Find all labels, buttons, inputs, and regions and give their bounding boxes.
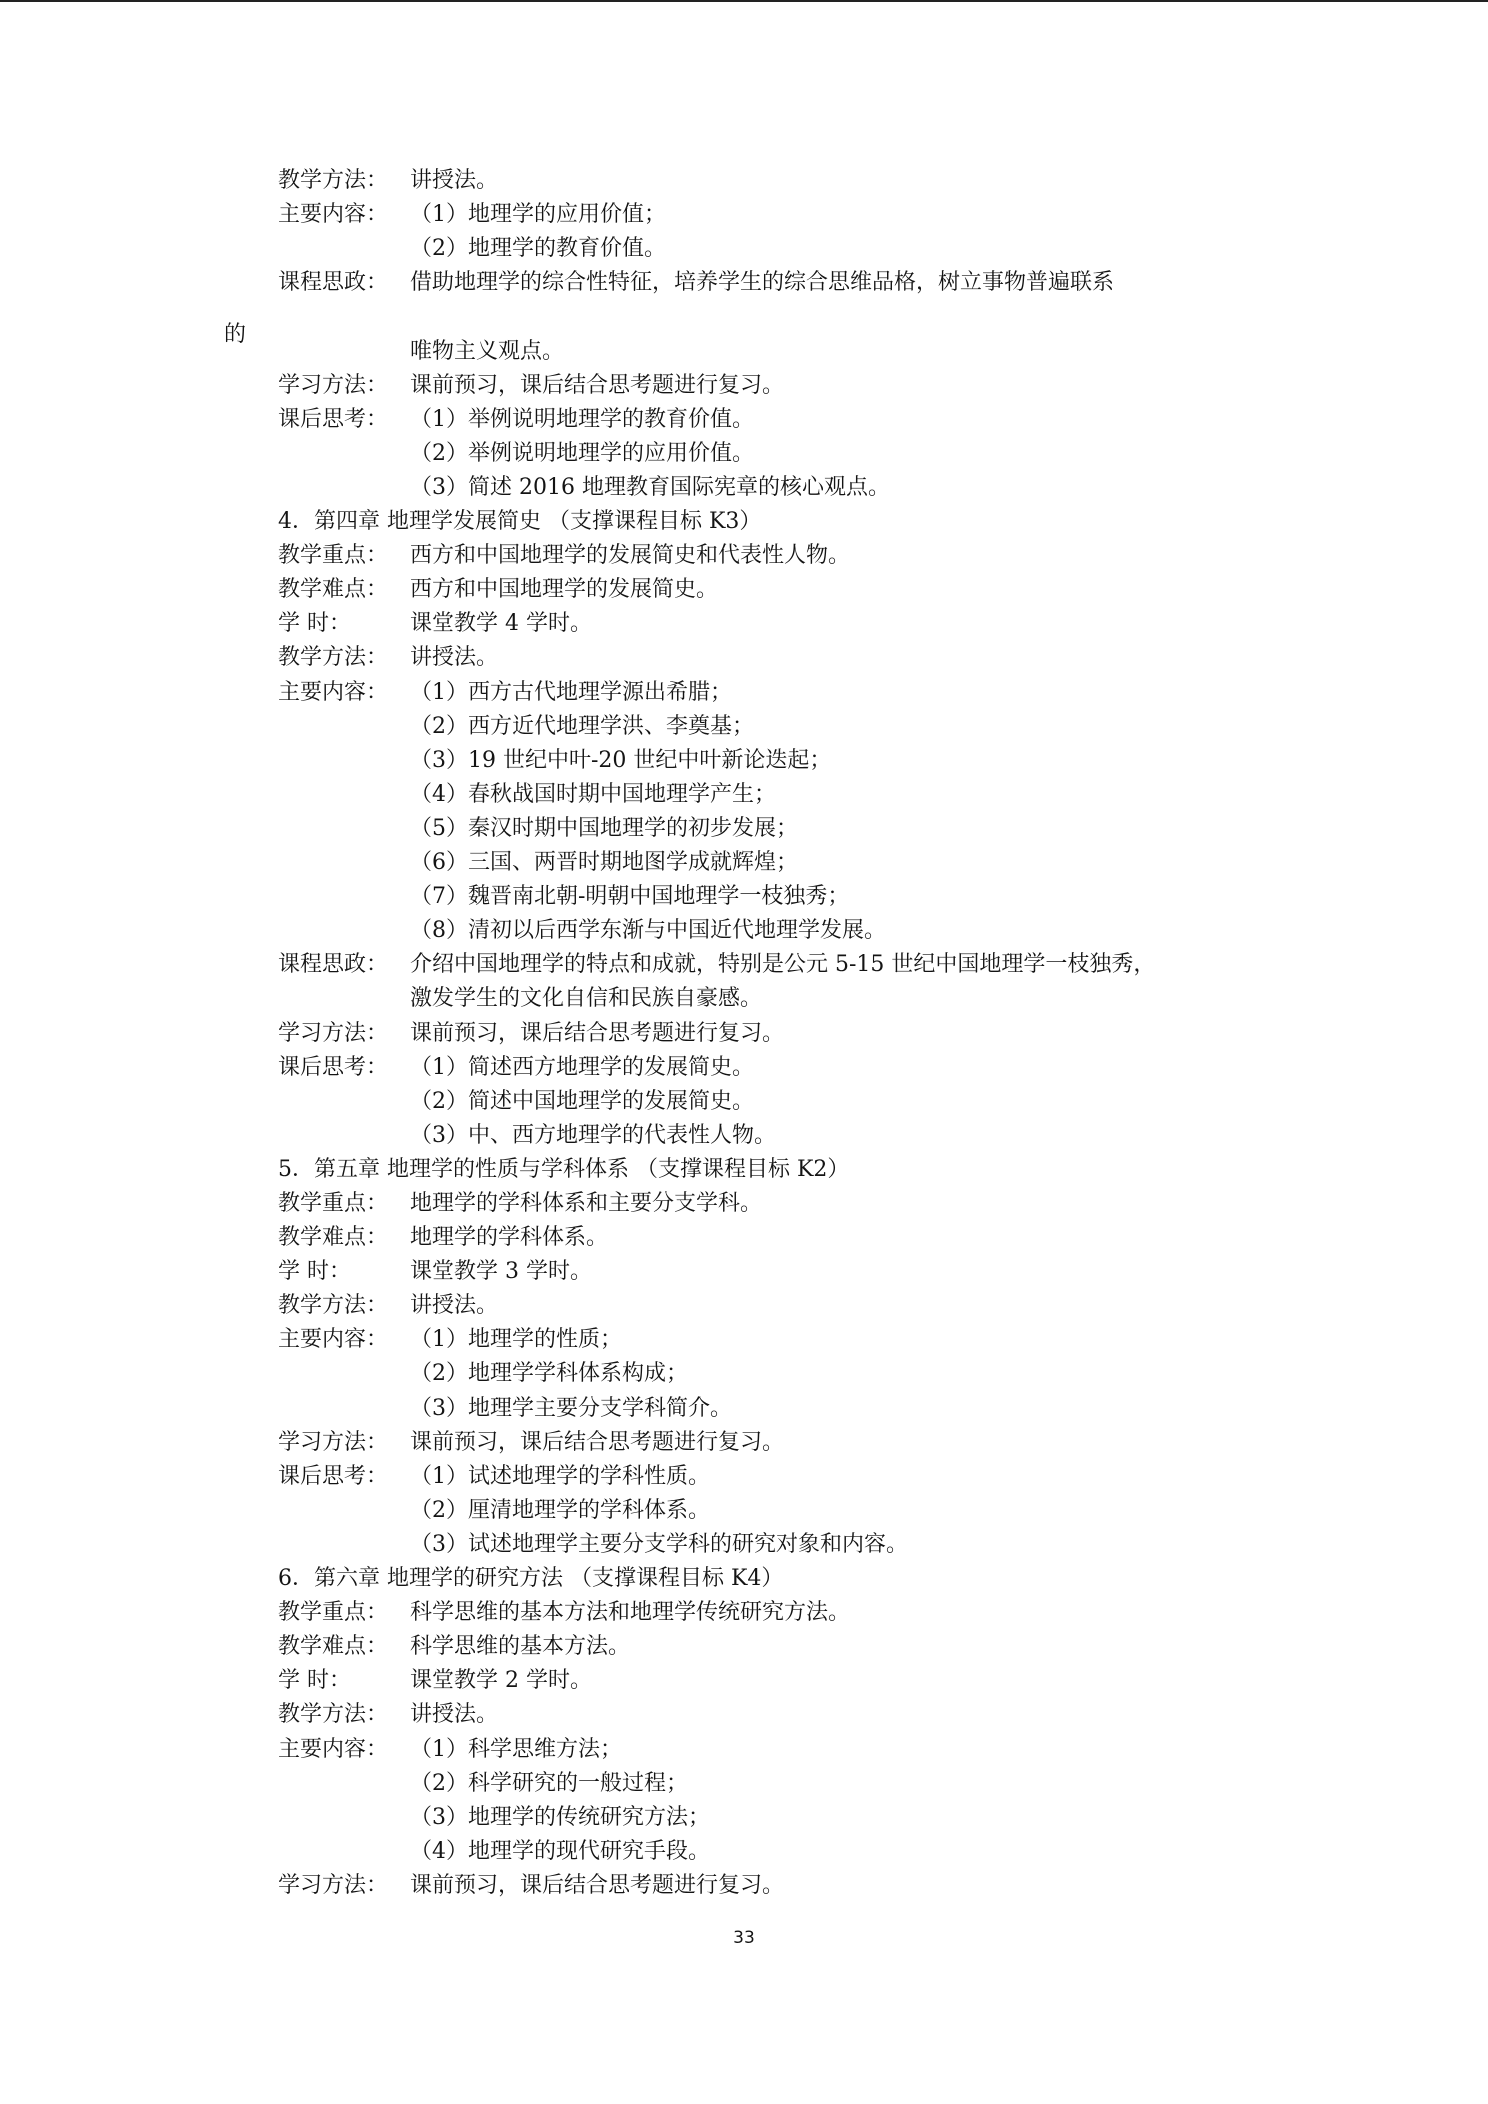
page-number: 33: [733, 1928, 755, 1948]
document-line: [278, 232, 666, 266]
line-text: （4）春秋战国时期中国地理学产生；: [410, 782, 776, 807]
line-text: （8）清初以后西学东渐与中国近代地理学发展。: [410, 918, 886, 943]
document-line: [278, 1119, 776, 1153]
line-text: 借助地理学的综合性特征，培养学生的综合思维品格，树立事物普遍联系: [410, 270, 1115, 295]
document-line: [278, 1460, 710, 1494]
line-text: （3）地理学的传统研究方法；: [410, 1805, 710, 1830]
document-line: [278, 641, 498, 675]
line-text: 课堂教学 3 学时。: [410, 1259, 592, 1284]
document-line: [278, 607, 592, 641]
document-line: [278, 1221, 608, 1255]
line-text: （2）地理学学科体系构成；: [410, 1361, 688, 1386]
wrapped-character: 的: [224, 322, 247, 347]
document-line: [278, 1392, 732, 1426]
line-text: 讲授法。: [410, 1293, 499, 1318]
line-label: 主要内容：: [278, 202, 389, 227]
chapter-heading: [278, 505, 761, 539]
line-text: （3）简述 2016 地理教育国际宪章的核心观点。: [410, 475, 890, 500]
line-label: 教学难点：: [278, 1634, 389, 1659]
document-line: [278, 539, 850, 573]
line-text: （2）举例说明地理学的应用价值。: [410, 441, 754, 466]
line-label: 学习方法：: [278, 1430, 389, 1455]
document-line: [278, 1051, 754, 1085]
document-line: [278, 1528, 908, 1562]
document-line: [278, 676, 732, 710]
line-text: 课前预习，课后结合思考题进行复习。: [410, 1873, 785, 1898]
document-line: [278, 1187, 762, 1221]
line-label: 教学难点：: [278, 1225, 389, 1250]
line-text: （2）厘清地理学的学科体系。: [410, 1498, 710, 1523]
line-text: 课前预习，课后结合思考题进行复习。: [410, 1021, 785, 1046]
document-line: [278, 335, 564, 369]
line-label: 教学难点：: [278, 577, 389, 602]
line-label: 主要内容：: [278, 1327, 389, 1352]
line-label: 学习方法：: [278, 1873, 389, 1898]
line-label: 课程思政：: [278, 952, 389, 977]
line-label: 主要内容：: [278, 1737, 389, 1762]
document-line: [278, 1767, 688, 1801]
line-label: 学 时：: [278, 611, 351, 636]
line-label: 教学重点：: [278, 543, 389, 568]
line-label: 学 时：: [278, 1668, 351, 1693]
document-line: [278, 744, 831, 778]
line-text: （6）三国、两晋时期地图学成就辉煌；: [410, 850, 798, 875]
line-text: 讲授法。: [410, 1702, 499, 1727]
line-text: （2）地理学的教育价值。: [410, 236, 666, 261]
line-text: （1）试述地理学的学科性质。: [410, 1464, 710, 1489]
line-text: 科学思维的基本方法。: [410, 1634, 631, 1659]
line-label: 教学重点：: [278, 1600, 389, 1625]
document-line: [278, 812, 798, 846]
document-line: [278, 846, 798, 880]
line-label: 课后思考：: [278, 407, 389, 432]
line-text: （1）科学思维方法；: [410, 1737, 622, 1762]
line-text: （1）地理学的性质；: [410, 1327, 622, 1352]
document-line: [278, 1698, 498, 1732]
line-text: 课前预习，课后结合思考题进行复习。: [410, 373, 785, 398]
line-text: 科学思维的基本方法和地理学传统研究方法。: [410, 1600, 851, 1625]
document-line: [278, 369, 784, 403]
line-label: 教学重点：: [278, 1191, 389, 1216]
document-line: [278, 403, 754, 437]
document-line: [278, 1289, 498, 1323]
line-text: 6．第六章 地理学的研究方法 （支撑课程目标 K4）: [278, 1566, 784, 1591]
line-text: 课堂教学 4 学时。: [410, 611, 592, 636]
document-line: [278, 948, 1155, 982]
line-text: （3）试述地理学主要分支学科的研究对象和内容。: [410, 1532, 908, 1557]
document-line: [278, 1801, 710, 1835]
line-text: （2）科学研究的一般过程；: [410, 1771, 688, 1796]
document-line: [278, 1085, 754, 1119]
line-text: （7）魏晋南北朝-明朝中国地理学一枝独秀；: [410, 884, 850, 909]
line-label: 学习方法：: [278, 373, 389, 398]
document-line: [278, 437, 754, 471]
document-line: [278, 914, 886, 948]
document-line: [278, 471, 890, 505]
document-line: [278, 198, 666, 232]
line-text: （3）中、西方地理学的代表性人物。: [410, 1123, 776, 1148]
chapter-heading: [278, 1562, 783, 1596]
document-line: [278, 710, 754, 744]
line-text: 西方和中国地理学的发展简史。: [410, 577, 719, 602]
line-text: （2）西方近代地理学洪、李奠基；: [410, 714, 754, 739]
line-text: （1）地理学的应用价值；: [410, 202, 666, 227]
line-label: 主要内容：: [278, 680, 389, 705]
document-line: [278, 1494, 710, 1528]
line-label: 课后思考：: [278, 1055, 389, 1080]
line-label: 学 时：: [278, 1259, 351, 1284]
line-text: 激发学生的文化自信和民族自豪感。: [410, 986, 763, 1011]
document-line: [278, 1017, 784, 1051]
document-line: [278, 1255, 592, 1289]
line-text: （1）西方古代地理学源出希腊；: [410, 680, 732, 705]
line-text: 5．第五章 地理学的性质与学科体系 （支撑课程目标 K2）: [278, 1157, 850, 1182]
document-line: [278, 1426, 784, 1460]
line-text: 西方和中国地理学的发展简史和代表性人物。: [410, 543, 851, 568]
line-label: 教学方法：: [278, 645, 389, 670]
line-text: （5）秦汉时期中国地理学的初步发展；: [410, 816, 798, 841]
line-text: 讲授法。: [410, 168, 499, 193]
document-line: [278, 1869, 784, 1903]
line-text: 讲授法。: [410, 645, 499, 670]
line-text: （3）19 世纪中叶-20 世纪中叶新论迭起；: [410, 748, 832, 773]
line-text: 介绍中国地理学的特点和成就，特别是公元 5-15 世纪中国地理学一枝独秀，: [410, 952, 1156, 977]
line-text: （1）简述西方地理学的发展简史。: [410, 1055, 754, 1080]
document-line: [278, 1596, 850, 1630]
document-line: [278, 164, 498, 198]
document-line: [278, 266, 1114, 300]
line-label: 教学方法：: [278, 1293, 389, 1318]
line-label: 课后思考：: [278, 1464, 389, 1489]
document-line: [278, 1733, 622, 1767]
line-text: （1）举例说明地理学的教育价值。: [410, 407, 754, 432]
line-label: 学习方法：: [278, 1021, 389, 1046]
document-line: [278, 1357, 688, 1391]
line-text: 地理学的学科体系。: [410, 1225, 609, 1250]
document-line: [278, 880, 849, 914]
line-text: （3）地理学主要分支学科简介。: [410, 1396, 732, 1421]
line-text: 课堂教学 2 学时。: [410, 1668, 592, 1693]
line-text: 4．第四章 地理学发展简史 （支撑课程目标 K3）: [278, 509, 762, 534]
line-label: 教学方法：: [278, 168, 389, 193]
line-text: 唯物主义观点。: [410, 339, 565, 364]
document-line: [278, 573, 718, 607]
document-line: [278, 1323, 622, 1357]
line-label: 教学方法：: [278, 1702, 389, 1727]
chapter-heading: [278, 1153, 849, 1187]
document-line: [278, 982, 762, 1016]
line-label: 课程思政：: [278, 270, 389, 295]
line-text: （2）简述中国地理学的发展简史。: [410, 1089, 754, 1114]
line-text: 课前预习，课后结合思考题进行复习。: [410, 1430, 785, 1455]
document-line: [278, 1630, 630, 1664]
document-line: [278, 1835, 710, 1869]
document-line: [278, 1664, 592, 1698]
document-line: [278, 778, 776, 812]
line-text: 地理学的学科体系和主要分支学科。: [410, 1191, 763, 1216]
line-text: （4）地理学的现代研究手段。: [410, 1839, 710, 1864]
